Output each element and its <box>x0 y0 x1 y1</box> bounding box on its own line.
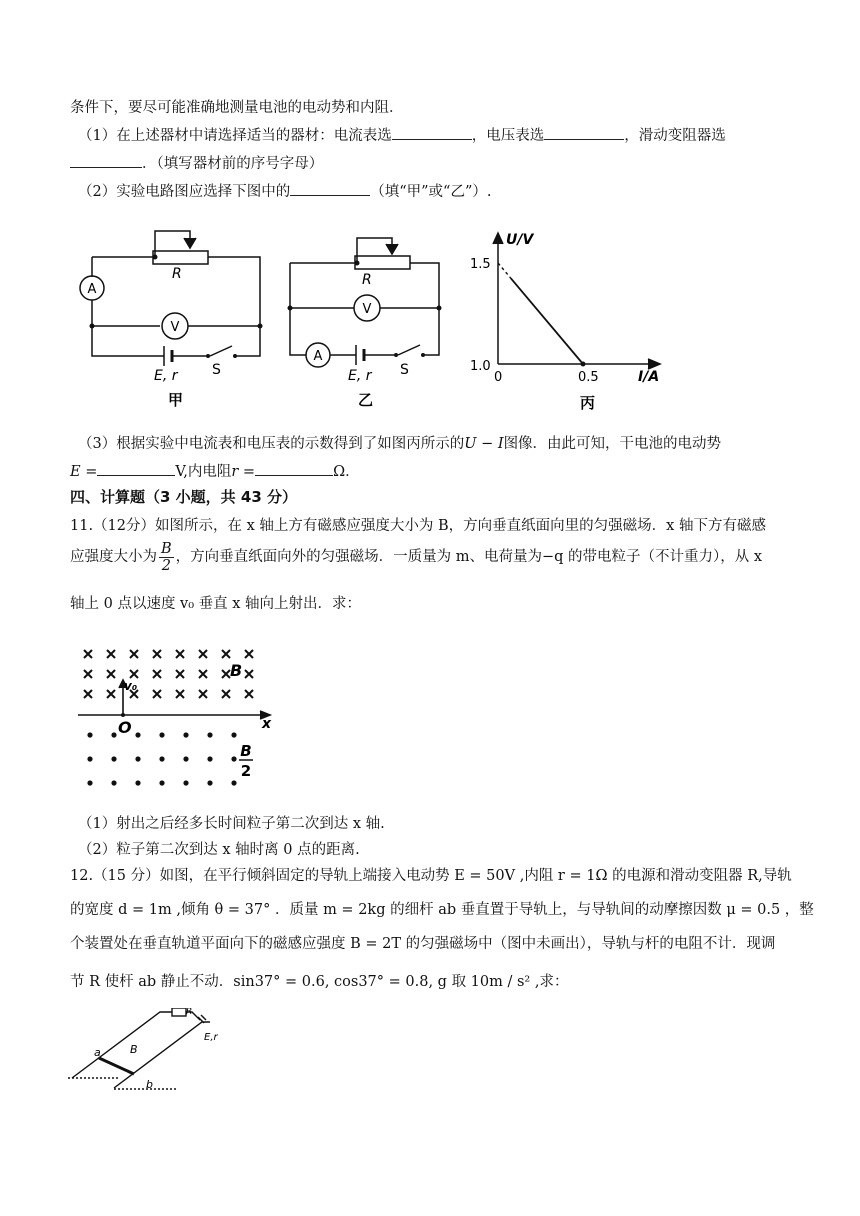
q3-text-b: 图像．由此可知，干电池的电动势 <box>503 436 722 452</box>
yi-S-label: S <box>400 362 409 378</box>
field-cross-symbol <box>199 650 207 658</box>
field-origin-label: O <box>118 718 132 737</box>
voltmeter-blank[interactable] <box>544 125 624 140</box>
jia-ammeter-label: A <box>87 282 97 297</box>
intro-line: 条件下，要尽可能准确地测量电池的电动势和内阻． <box>70 100 404 116</box>
q2-text-a: （2）实验电路图应选择下图中的 <box>78 184 291 200</box>
field-cross-symbol <box>84 650 92 658</box>
field-cross-symbol <box>199 690 207 698</box>
field-cross-symbol <box>176 670 184 678</box>
q3-text-a: （3）根据实验中电流表和电压表的示数得到了如图丙所示的 <box>78 436 465 452</box>
field-cross-symbol <box>176 690 184 698</box>
field-x-label: x <box>262 716 272 732</box>
graph-caption: 丙 <box>580 394 596 412</box>
graph-y-bottom-tick: 1.0 <box>470 359 491 374</box>
question-2 <box>78 180 492 201</box>
p11-text-b2: ，方向垂直纸面向外的匀强磁场．一质量为 m、电荷量为−q 的带电粒子（不计重力），从 x <box>175 549 763 565</box>
field-dot-symbol <box>207 756 212 761</box>
field-cross-symbol <box>130 670 138 678</box>
ui-graph-bing <box>468 228 678 418</box>
graph-ylabel: U/V <box>506 232 534 248</box>
field-dot-symbol <box>207 732 212 737</box>
jia-caption: 甲 <box>168 391 184 409</box>
rheostat-blank[interactable] <box>70 153 142 168</box>
rails-a-label: a <box>94 1046 101 1059</box>
rails-b-label: b <box>146 1078 153 1091</box>
q1-text-c: ，滑动变阻器选 <box>624 128 726 144</box>
rails-Er-label: E,r <box>204 1032 218 1043</box>
problem-12-line2: 的宽度 d = 1m ,倾角 θ = 37° ．质量 m = 2kg 的细杆 ab 垂直置于导轨上，与导轨间的动摩擦因数 μ = 0.5 ，整 <box>70 902 814 918</box>
field-dot-symbol <box>111 732 116 737</box>
graph-x-tick: 0.5 <box>578 370 599 385</box>
field-dot-symbol <box>111 780 116 785</box>
field-cross-symbol <box>84 690 92 698</box>
q3-r: r = <box>231 464 256 480</box>
q3-text-c: V,内电阻 <box>175 464 232 480</box>
field-dot-symbol <box>183 780 188 785</box>
yi-caption: 乙 <box>358 391 374 409</box>
resistance-blank[interactable] <box>255 461 333 476</box>
q3-E: E = <box>70 464 98 480</box>
field-cross-symbol <box>130 650 138 658</box>
field-dot-symbol <box>183 756 188 761</box>
jia-voltmeter-label: V <box>170 320 180 335</box>
yi-Er-label: E, r <box>348 368 372 384</box>
circuit-choice-blank[interactable] <box>290 181 370 196</box>
field-dot-symbol <box>159 756 164 761</box>
rails-B-label: B <box>130 1043 138 1056</box>
graph-extrapolated-segment <box>498 263 511 278</box>
problem-11-line1: 11.（12分）如图所示，在 x 轴上方有磁感应强度大小为 B，方向垂直纸面向里的匀强磁场．x 轴下方有磁感 <box>70 518 766 534</box>
field-dot-symbol <box>159 732 164 737</box>
inclined-rails-figure <box>68 1008 238 1092</box>
graph-intercept-point <box>581 362 586 367</box>
q1-text-b: ，电压表选 <box>471 128 545 144</box>
field-dot-symbol <box>135 756 140 761</box>
problem-12-line4: 节 R 使杆 ab 静止不动．sin37° = 0.6, cos37° = 0.8, g 取 10m / s² ,求： <box>70 974 569 990</box>
q1-text-d: ．（填写器材前的序号字母） <box>142 156 324 172</box>
problem-11-q2: （2）粒子第二次到达 x 轴时离 0 点的距离. <box>78 842 360 858</box>
field-dot-symbol <box>231 780 236 785</box>
field-cross-symbol <box>107 690 115 698</box>
problem-12-line1: 12.（15 分）如图，在平行倾斜固定的导轨上端接入电动势 E = 50V ,内阻 r = 1Ω 的电源和滑动变阻器 R,导轨 <box>70 868 792 884</box>
yi-R-label: R <box>362 272 372 288</box>
field-cross-symbol <box>153 670 161 678</box>
field-dot-symbol <box>207 780 212 785</box>
field-cross-symbol <box>84 670 92 678</box>
circuit-yi-figure <box>282 228 452 413</box>
p11-fraction <box>159 541 174 574</box>
graph-data-line <box>511 278 583 364</box>
field-cross-symbol <box>222 650 230 658</box>
field-B-bottom-num: B <box>240 742 252 760</box>
field-dot-symbol <box>231 756 236 761</box>
q2-text-b: （填“甲”或“乙”）. <box>370 184 492 200</box>
field-dot-symbol <box>87 756 92 761</box>
field-cross-symbol <box>222 670 230 678</box>
field-cross-symbol <box>107 650 115 658</box>
graph-xlabel: I/A <box>638 369 660 385</box>
problem-11-line3: 轴上 0 点以速度 v₀ 垂直 x 轴向上射出．求： <box>70 596 362 612</box>
jia-Er-label: E, r <box>154 368 178 384</box>
field-dot-symbol <box>231 732 236 737</box>
question-3 <box>78 432 721 453</box>
field-dot-symbol <box>159 780 164 785</box>
field-cross-symbol <box>245 690 253 698</box>
circuit-jia-figure <box>70 222 270 412</box>
field-B-bottom-den: 2 <box>240 762 252 780</box>
emf-blank[interactable] <box>97 461 175 476</box>
field-dot-symbol <box>183 732 188 737</box>
field-dot-symbol <box>87 732 92 737</box>
problem-11-q1: （1）射出之后经多长时间粒子第二次到达 x 轴. <box>78 816 385 832</box>
graph-x-zero-tick: 0 <box>494 370 503 385</box>
field-cross-symbol <box>176 650 184 658</box>
p11-frac-num: B <box>161 540 172 557</box>
field-v0-label: v₀ <box>124 679 138 693</box>
yi-voltmeter-label: V <box>362 302 372 317</box>
jia-S-label: S <box>212 362 221 378</box>
p11-frac-den: 2 <box>161 557 171 574</box>
field-dot-symbol <box>135 780 140 785</box>
graph-y-top-tick: 1.5 <box>470 257 491 272</box>
field-cross-symbol <box>107 670 115 678</box>
field-dot-symbol <box>111 756 116 761</box>
yi-ammeter-label: A <box>313 349 323 364</box>
q3-ui: U − I <box>464 436 504 452</box>
field-cross-symbol <box>199 670 207 678</box>
question-1 <box>78 124 726 145</box>
q1-text-a: （1）在上述器材中请选择适当的器材：电流表选 <box>78 128 392 144</box>
field-cross-symbol <box>245 670 253 678</box>
field-dot-symbol <box>135 732 140 737</box>
ammeter-blank[interactable] <box>392 125 472 140</box>
question-3-cont <box>70 460 360 481</box>
rails-R-label: R <box>186 1008 193 1017</box>
problem-12-line3: 个装置处在垂直轨道平面向下的磁感应强度 B = 2T 的匀强磁场中（图中未画出），导轨与杆的电阻不计．现调 <box>70 936 776 952</box>
section-heading: 四、计算题（3 小题，共 43 分） <box>70 488 297 506</box>
field-cross-symbol <box>245 650 253 658</box>
problem-11-line2 <box>70 540 762 574</box>
question-1-cont <box>70 152 323 173</box>
field-cross-symbol <box>153 650 161 658</box>
field-dot-symbol <box>87 780 92 785</box>
jia-R-label: R <box>172 266 182 282</box>
magnetic-field-figure <box>78 640 278 795</box>
field-cross-symbol <box>222 690 230 698</box>
field-cross-symbol <box>153 690 161 698</box>
field-B-top-label: B <box>230 661 243 680</box>
q3-ohm: Ω． <box>333 464 360 480</box>
p11-text-b1: 应强度大小为 <box>70 549 157 565</box>
